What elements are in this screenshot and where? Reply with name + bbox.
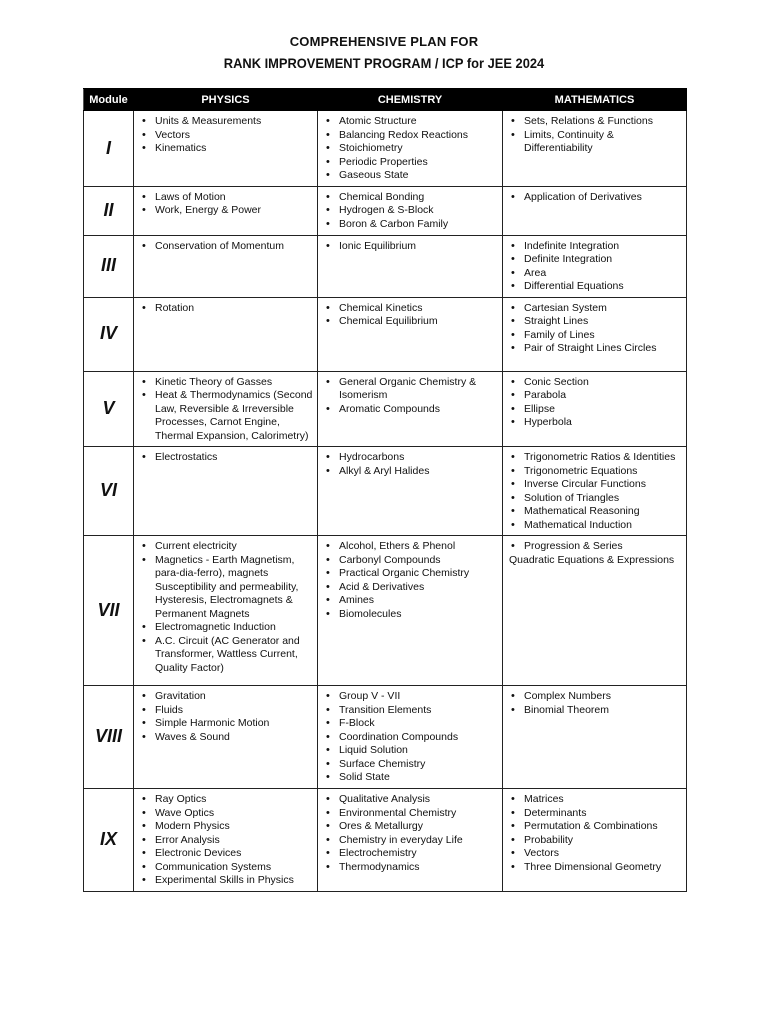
topic-item: • Family of Lines — [509, 329, 682, 343]
mathematics-cell — [503, 789, 687, 892]
physics-cell — [134, 186, 318, 235]
chemistry-topic-list — [324, 191, 498, 232]
mathematics-topic-list — [509, 302, 682, 356]
topic-item: • Trigonometric Ratios & Identities — [509, 451, 682, 465]
topic-item: • Ray Optics — [140, 793, 313, 807]
physics-topic-list — [140, 115, 313, 156]
topic-item: • Permutation & Combinations — [509, 820, 682, 834]
chemistry-topic-list — [324, 540, 498, 621]
topic-item: • F-Block — [324, 717, 498, 731]
module-row — [84, 686, 687, 789]
topic-item: • Simple Harmonic Motion — [140, 717, 313, 731]
chemistry-cell — [318, 235, 503, 297]
topic-item: • Aromatic Compounds — [324, 403, 498, 417]
topic-item: • Inverse Circular Functions — [509, 478, 682, 492]
topic-item: • Electromagnetic Induction — [140, 621, 313, 635]
physics-topic-list — [140, 451, 313, 465]
topic-item: • Chemical Equilibrium — [324, 315, 498, 329]
topic-item: • Hydrogen & S-Block — [324, 204, 498, 218]
mathematics-topic-list — [509, 376, 682, 430]
topic-item: • Conservation of Momentum — [140, 240, 313, 254]
topic-item: • Chemical Kinetics — [324, 302, 498, 316]
topic-item: • Progression & Series — [509, 540, 682, 554]
topic-item: • Vectors — [140, 129, 313, 143]
mathematics-cell — [503, 536, 687, 686]
chemistry-topic-list — [324, 115, 498, 183]
chemistry-topic-list — [324, 451, 498, 478]
topic-item: • Area — [509, 267, 682, 281]
topic-item: • Electrochemistry — [324, 847, 498, 861]
topic-item: • Hyperbola — [509, 416, 682, 430]
module-row — [84, 447, 687, 536]
topic-item: • Modern Physics — [140, 820, 313, 834]
mathematics-topic-list — [509, 690, 682, 717]
topic-item: • Vectors — [509, 847, 682, 861]
physics-topic-list — [140, 690, 313, 744]
topic-item: • Acid & Derivatives — [324, 581, 498, 595]
table-body — [84, 111, 687, 892]
physics-topic-list — [140, 540, 313, 675]
mathematics-topic-list — [509, 115, 682, 156]
topic-item: • Waves & Sound — [140, 731, 313, 745]
topic-item: • Biomolecules — [324, 608, 498, 622]
topic-item: • Mathematical Reasoning — [509, 505, 682, 519]
topic-item: • Balancing Redox Reactions — [324, 129, 498, 143]
topic-item: • Three Dimensional Geometry — [509, 861, 682, 875]
topic-item: • Solution of Triangles — [509, 492, 682, 506]
chemistry-cell — [318, 447, 503, 536]
module-row — [84, 536, 687, 686]
physics-topic-list — [140, 191, 313, 218]
topic-item: • Chemistry in everyday Life — [324, 834, 498, 848]
physics-cell — [134, 789, 318, 892]
physics-cell — [134, 371, 318, 447]
mathematics-topic-list — [509, 540, 682, 567]
syllabus-table — [83, 88, 687, 892]
topic-item: • Wave Optics — [140, 807, 313, 821]
topic-item: • Laws of Motion — [140, 191, 313, 205]
mathematics-topic-list — [509, 191, 682, 205]
mathematics-topic-list — [509, 451, 682, 532]
topic-item: • Kinematics — [140, 142, 313, 156]
physics-cell — [134, 111, 318, 187]
topic-item: • Qualitative Analysis — [324, 793, 498, 807]
physics-cell — [134, 536, 318, 686]
chemistry-topic-list — [324, 240, 498, 254]
header-module: Module — [84, 89, 134, 111]
mathematics-cell — [503, 297, 687, 371]
mathematics-cell — [503, 447, 687, 536]
topic-item: • Work, Energy & Power — [140, 204, 313, 218]
topic-item: • Binomial Theorem — [509, 704, 682, 718]
topic-item: • Magnetics - Earth Magnetism, para-dia-ferro), magnets Susceptibility and permeability, Hysteresis, Electromagnets & Permanent Magnets — [140, 554, 313, 622]
topic-item: • Current electricity — [140, 540, 313, 554]
topic-item: • Units & Measurements — [140, 115, 313, 129]
physics-topic-list — [140, 302, 313, 316]
chemistry-cell — [318, 111, 503, 187]
topic-item: • Application of Derivatives — [509, 191, 682, 205]
topic-item: • Parabola — [509, 389, 682, 403]
chemistry-cell — [318, 789, 503, 892]
topic-item: • Determinants — [509, 807, 682, 821]
physics-cell — [134, 235, 318, 297]
module-number: V — [84, 371, 134, 447]
topic-item: • Trigonometric Equations — [509, 465, 682, 479]
topic-item: • Alcohol, Ethers & Phenol — [324, 540, 498, 554]
header-physics: PHYSICS — [134, 89, 318, 111]
physics-topic-list — [140, 793, 313, 888]
topic-item: • Straight Lines — [509, 315, 682, 329]
chemistry-cell — [318, 686, 503, 789]
module-row — [84, 111, 687, 187]
chemistry-cell — [318, 371, 503, 447]
topic-item: • Fluids — [140, 704, 313, 718]
topic-item: • Rotation — [140, 302, 313, 316]
module-number: VII — [84, 536, 134, 686]
topic-item: • Alkyl & Aryl Halides — [324, 465, 498, 479]
topic-item: • Differential Equations — [509, 280, 682, 294]
topic-item: • Hydrocarbons — [324, 451, 498, 465]
title-line-2: RANK IMPROVEMENT PROGRAM / ICP for JEE 2024 — [223, 55, 545, 71]
topic-item: • Definite Integration — [509, 253, 682, 267]
topic-item: • Probability — [509, 834, 682, 848]
chemistry-topic-list — [324, 302, 498, 329]
topic-item: • Communication Systems — [140, 861, 313, 875]
topic-item: • Ionic Equilibrium — [324, 240, 498, 254]
topic-item: • Sets, Relations & Functions — [509, 115, 682, 129]
header-chemistry: CHEMISTRY — [318, 89, 503, 111]
module-row — [84, 297, 687, 371]
topic-item: • Boron & Carbon Family — [324, 218, 498, 232]
mathematics-cell — [503, 371, 687, 447]
topic-item: • Periodic Properties — [324, 156, 498, 170]
topic-item: • Stoichiometry — [324, 142, 498, 156]
topic-item: • Electrostatics — [140, 451, 313, 465]
module-row — [84, 186, 687, 235]
module-number: VIII — [84, 686, 134, 789]
header-mathematics: MATHEMATICS — [503, 89, 687, 111]
module-number: VI — [84, 447, 134, 536]
header-row — [84, 89, 687, 111]
module-row — [84, 371, 687, 447]
topic-item: • Chemical Bonding — [324, 191, 498, 205]
topic-item: • Limits, Continuity & Differentiability — [509, 129, 682, 156]
topic-item: • Ores & Metallurgy — [324, 820, 498, 834]
module-number: IV — [84, 297, 134, 371]
module-number: III — [84, 235, 134, 297]
topic-item: • Complex Numbers — [509, 690, 682, 704]
module-number: II — [84, 186, 134, 235]
chemistry-cell — [318, 297, 503, 371]
chemistry-topic-list — [324, 376, 498, 417]
topic-item: • Surface Chemistry — [324, 758, 498, 772]
topic-item: • Solid State — [324, 771, 498, 785]
topic-item: • Electronic Devices — [140, 847, 313, 861]
topic-item: • Liquid Solution — [324, 744, 498, 758]
topic-item: • Indefinite Integration — [509, 240, 682, 254]
topic-item: • Ellipse — [509, 403, 682, 417]
mathematics-cell — [503, 111, 687, 187]
topic-item: • Conic Section — [509, 376, 682, 390]
title-line-1: COMPREHENSIVE PLAN FOR — [289, 34, 479, 49]
chemistry-topic-list — [324, 793, 498, 874]
topic-item: • Gaseous State — [324, 169, 498, 183]
topic-item: • Error Analysis — [140, 834, 313, 848]
topic-item: • A.C. Circuit (AC Generator and Transformer, Wattless Current, Quality Factor) — [140, 635, 313, 676]
topic-item: • Carbonyl Compounds — [324, 554, 498, 568]
mathematics-topic-list — [509, 793, 682, 874]
mathematics-cell — [503, 686, 687, 789]
mathematics-cell — [503, 186, 687, 235]
topic-item: • General Organic Chemistry & Isomerism — [324, 376, 498, 403]
module-row — [84, 789, 687, 892]
topic-item: • Pair of Straight Lines Circles — [509, 342, 682, 356]
document-heading — [0, 34, 768, 74]
chemistry-topic-list — [324, 690, 498, 785]
physics-topic-list — [140, 240, 313, 254]
topic-item: • Atomic Structure — [324, 115, 498, 129]
topic-item: • Gravitation — [140, 690, 313, 704]
topic-item: • Experimental Skills in Physics — [140, 874, 313, 888]
topic-item: • Mathematical Induction — [509, 519, 682, 533]
mathematics-cell — [503, 235, 687, 297]
module-row — [84, 235, 687, 297]
topic-item: • Thermodynamics — [324, 861, 498, 875]
mathematics-topic-list — [509, 240, 682, 294]
topic-item: • Group V - VII — [324, 690, 498, 704]
physics-cell — [134, 686, 318, 789]
topic-item: • Heat & Thermodynamics (Second Law, Reversible & Irreversible Processes, Carnot Engine, Thermal Expansion, Calorimetry) — [140, 389, 313, 443]
module-number: IX — [84, 789, 134, 892]
physics-topic-list — [140, 376, 313, 444]
topic-item: • Kinetic Theory of Gasses — [140, 376, 313, 390]
topic-item: • Amines — [324, 594, 498, 608]
physics-cell — [134, 447, 318, 536]
chemistry-cell — [318, 186, 503, 235]
topic-item: • Practical Organic Chemistry — [324, 567, 498, 581]
topic-item: • Cartesian System — [509, 302, 682, 316]
topic-item: • Transition Elements — [324, 704, 498, 718]
chemistry-cell — [318, 536, 503, 686]
topic-item: Quadratic Equations & Expressions — [509, 553, 675, 566]
topic-item: • Matrices — [509, 793, 682, 807]
topic-item: • Coordination Compounds — [324, 731, 498, 745]
physics-cell — [134, 297, 318, 371]
module-number: I — [84, 111, 134, 187]
topic-item: • Environmental Chemistry — [324, 807, 498, 821]
